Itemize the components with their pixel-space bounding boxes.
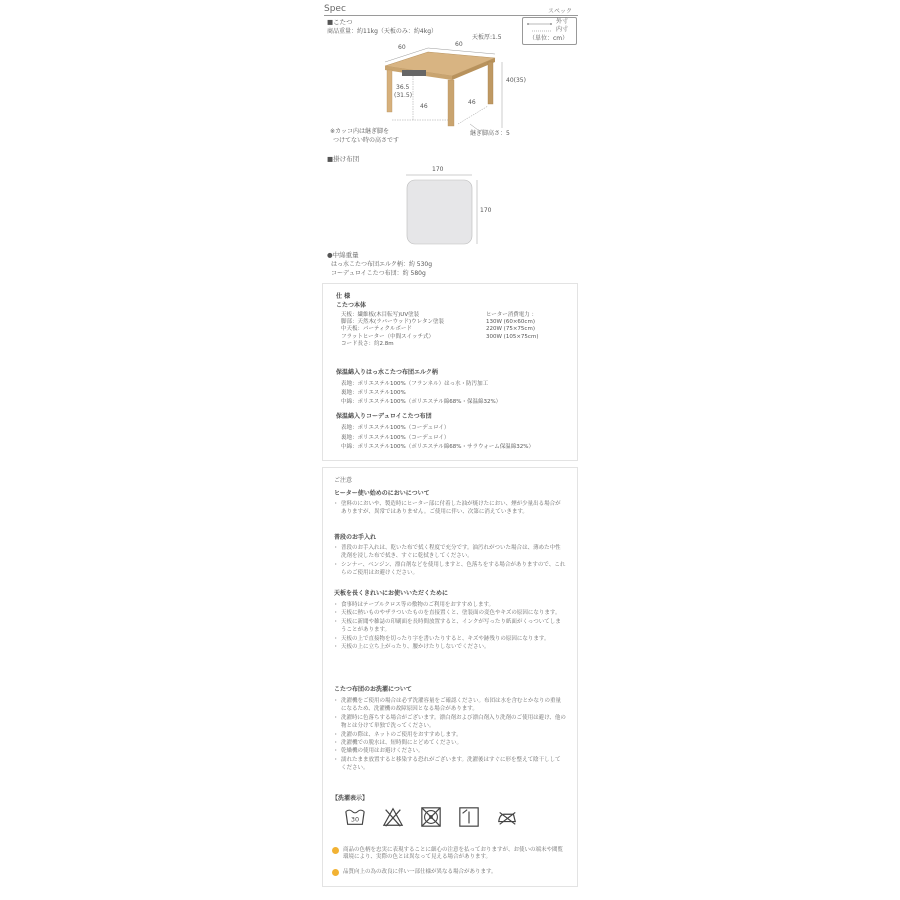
legend-inner: 内寸 [556,26,569,33]
spec-body-list [341,312,444,348]
spec-heater-item: 220W (75×75cm) [486,326,535,333]
futon-heading: ■掛け布団 [327,155,360,163]
table-leg [488,62,493,104]
caution-s4-heading: こたつ布団のお洗濯について [334,686,412,693]
spec-cord-item: 表地：ポリエステル100%（コーデュロイ） [341,425,450,431]
batting-line-2: コーデュロイこたつ布団：約 580g [331,270,426,277]
caution-s3-heading: 天板を長くきれいにお使いいただくために [334,590,449,597]
caution-title: ご注意 [334,477,353,484]
caution-s2-list [334,544,566,578]
spec-body-heading: こたつ本体 [336,302,367,309]
spec-body-item: コード長さ：約2.8m [341,340,394,347]
list-item: ・ 天板の上に立ち上がったり、腰かけたりしないでください。 [334,643,566,651]
spec-body-item: 脚部：天然木(ラバーウッド)ウレタン塗装 [341,319,444,326]
futon-height: 170 [480,207,492,214]
spec-box [322,283,578,461]
footnote-2-text: 品質向上の為の改良に伴い一部仕様が異なる場合があります。 [343,869,497,875]
spec-body-item: 中天板：パーティクルボード [341,326,412,333]
header-divider [324,15,578,16]
no-bleach-icon [382,806,404,828]
footnote-1 [332,847,568,861]
dim-inner-width: 46 [420,103,428,110]
spec-elk-heading: 保温綿入りはっ水こたつ布団エルク柄 [336,369,438,376]
batting-heading: ●中綿重量 [327,251,359,259]
dim-top-thickness: 天板厚:1.5 [472,34,502,41]
dimension-legend [522,17,577,45]
list-item: ・ 塗料のにおいや、製造時にヒーター部に付着した油が焼けたにおい、煙が少量出る場合がありますが、異常ではありません。ご使用に伴い、次第に消えていきます。 [334,500,566,517]
heater-unit [402,70,426,76]
list-item: ・ 洗濯機での脱水は、短時間にとどめてください。 [334,739,566,747]
info-dot-icon [332,847,339,854]
caution-s1-heading: ヒーター使い始めのにおいについて [334,490,430,497]
list-item: ・ 洗濯機をご使用の場合は必ず洗濯容量をご確認ください。布団は水を含むとかなりの重量になるため、洗濯機の故障原因となる場合があります。 [334,697,566,714]
care-label-heading: 【洗濯表示】 [332,795,369,802]
list-item: ・ 洗濯の際は、ネットのご使用をおすすめします。 [334,731,566,739]
footnote-2 [332,869,568,876]
dim-top-depth: 60 [455,41,463,48]
kotatsu-heading: ■こたつ [327,18,353,26]
table-leg [387,70,392,112]
spec-heater-item: 130W (60×60cm) [486,319,535,326]
caution-s3-list [334,601,566,651]
spec-body-item: 天板：繊維板(木目転写)UV塗装 [341,312,420,318]
list-item: ・ 天板に熱いものやザラついたものを直接置くと、塗装面の変色やキズの原因になります。 [334,609,566,617]
dim-top-width: 60 [398,44,406,51]
spec-elk-item: 裏地：ポリエステル100% [341,390,406,396]
spec-elk-list [341,380,501,407]
info-dot-icon [332,869,339,876]
footnote-1-text: 商品の色柄を忠実に表現することに細心の注意を払っておりますが、お使いの端末や閲覧環境により、実際の色とは異なって見える場合があります。 [343,847,564,861]
list-item: ・ 洗濯時に色落ちする場合がございます。漂白剤および漂白剤入り洗剤のご使用は避け、他の物とは分けて単独で洗ってください。 [334,714,566,731]
kotatsu-note-2: つけてない時の高さです [333,137,400,144]
outer-arrow-icon [527,21,555,33]
spec-heater-item: 300W (105×75cm) [486,333,539,340]
drip-dry-icon [458,806,480,828]
section-label: スペック [548,8,573,15]
spec-cord-list [341,424,534,453]
legend-unit: （単位：cm） [529,35,569,42]
table-leg [448,80,454,126]
caution-s4-list [334,697,566,773]
spec-cord-heading: 保温綿入りコーデュロイこたつ布団 [336,413,432,420]
spec-body-item: フラットヒーター（中間スイッチ式） [341,333,434,340]
futon-width: 170 [432,166,444,173]
spec-title: 仕 様 [336,293,351,300]
no-tumble-dry-icon [420,806,442,828]
no-iron-icon [496,806,518,828]
list-item: ・ 乾燥機の使用はお避けください。 [334,747,566,755]
list-item: ・ シンナー、ベンジン、漂白剤などを使用しますと、色落ちをする場合がありますので、これらのご使用はお避けください。 [334,561,566,578]
dim-inner-height: 36.5 [396,84,410,91]
page-title: Spec [324,4,346,14]
care-icon-row [344,806,518,828]
caution-s1-list [334,500,566,517]
caution-s2-heading: 普段のお手入れ [334,534,377,541]
futon-diagram [400,172,484,250]
wash-temp-label: 30 [350,815,360,824]
list-item: ・ 食事時はテーブルクロス等の敷物のご利用をおすすめします。 [334,601,566,609]
kotatsu-weight: 商品重量：約11kg（天板のみ：約4kg） [327,28,438,35]
batting-line-1: はっ水こたつ布団エルク柄：約 530g [331,261,433,268]
spec-elk-item: 中綿：ポリエステル100%（ポリエステル綿68%・保温綿32%） [341,399,502,405]
dim-inner-height-alt: (31.5) [394,92,413,99]
dim-inner-depth: 46 [468,99,476,106]
dim-leg-height: 継ぎ脚高さ：5 [470,130,510,137]
spec-heater-list [486,312,538,341]
kotatsu-note-1: ※カッコ内は継ぎ脚を [330,128,389,135]
futon-shape [407,180,472,244]
list-item: ・ 普段のお手入れは、乾いた布で拭く程度で充分です。油汚れがついた場合は、薄めた中性洗剤を浸した布で拭き、すぐに乾拭きしてください。 [334,544,566,561]
spec-heater-item: ヒーター消費電力 ： [486,312,538,318]
list-item: ・ 天板の上で直接物を切ったり字を書いたりすると、キズや跡残りの原因になります。 [334,635,566,643]
list-item: ・ 天板に新聞や雑誌の印刷面を長時間放置すると、インクが写ったり紙面がくっついてしまうことがあります。 [334,618,566,635]
spec-cord-item: 中綿：ポリエステル100%（ポリエステル綿68%・サラウォーム保温綿32%） [341,444,534,450]
legend-outer: 外寸 [556,18,569,25]
spec-elk-item: 表地：ポリエステル100%（フランネル）はっ水・防汚加工 [341,381,489,387]
wash-30-icon [344,806,366,828]
spec-cord-item: 裏地：ポリエステル100%（コーデュロイ） [341,434,450,441]
dim-height: 40(35) [506,77,526,84]
list-item: ・ 濡れたまま放置すると移染する恐れがございます。洗濯後はすぐに形を整えて陰干ししてください。 [334,756,566,773]
